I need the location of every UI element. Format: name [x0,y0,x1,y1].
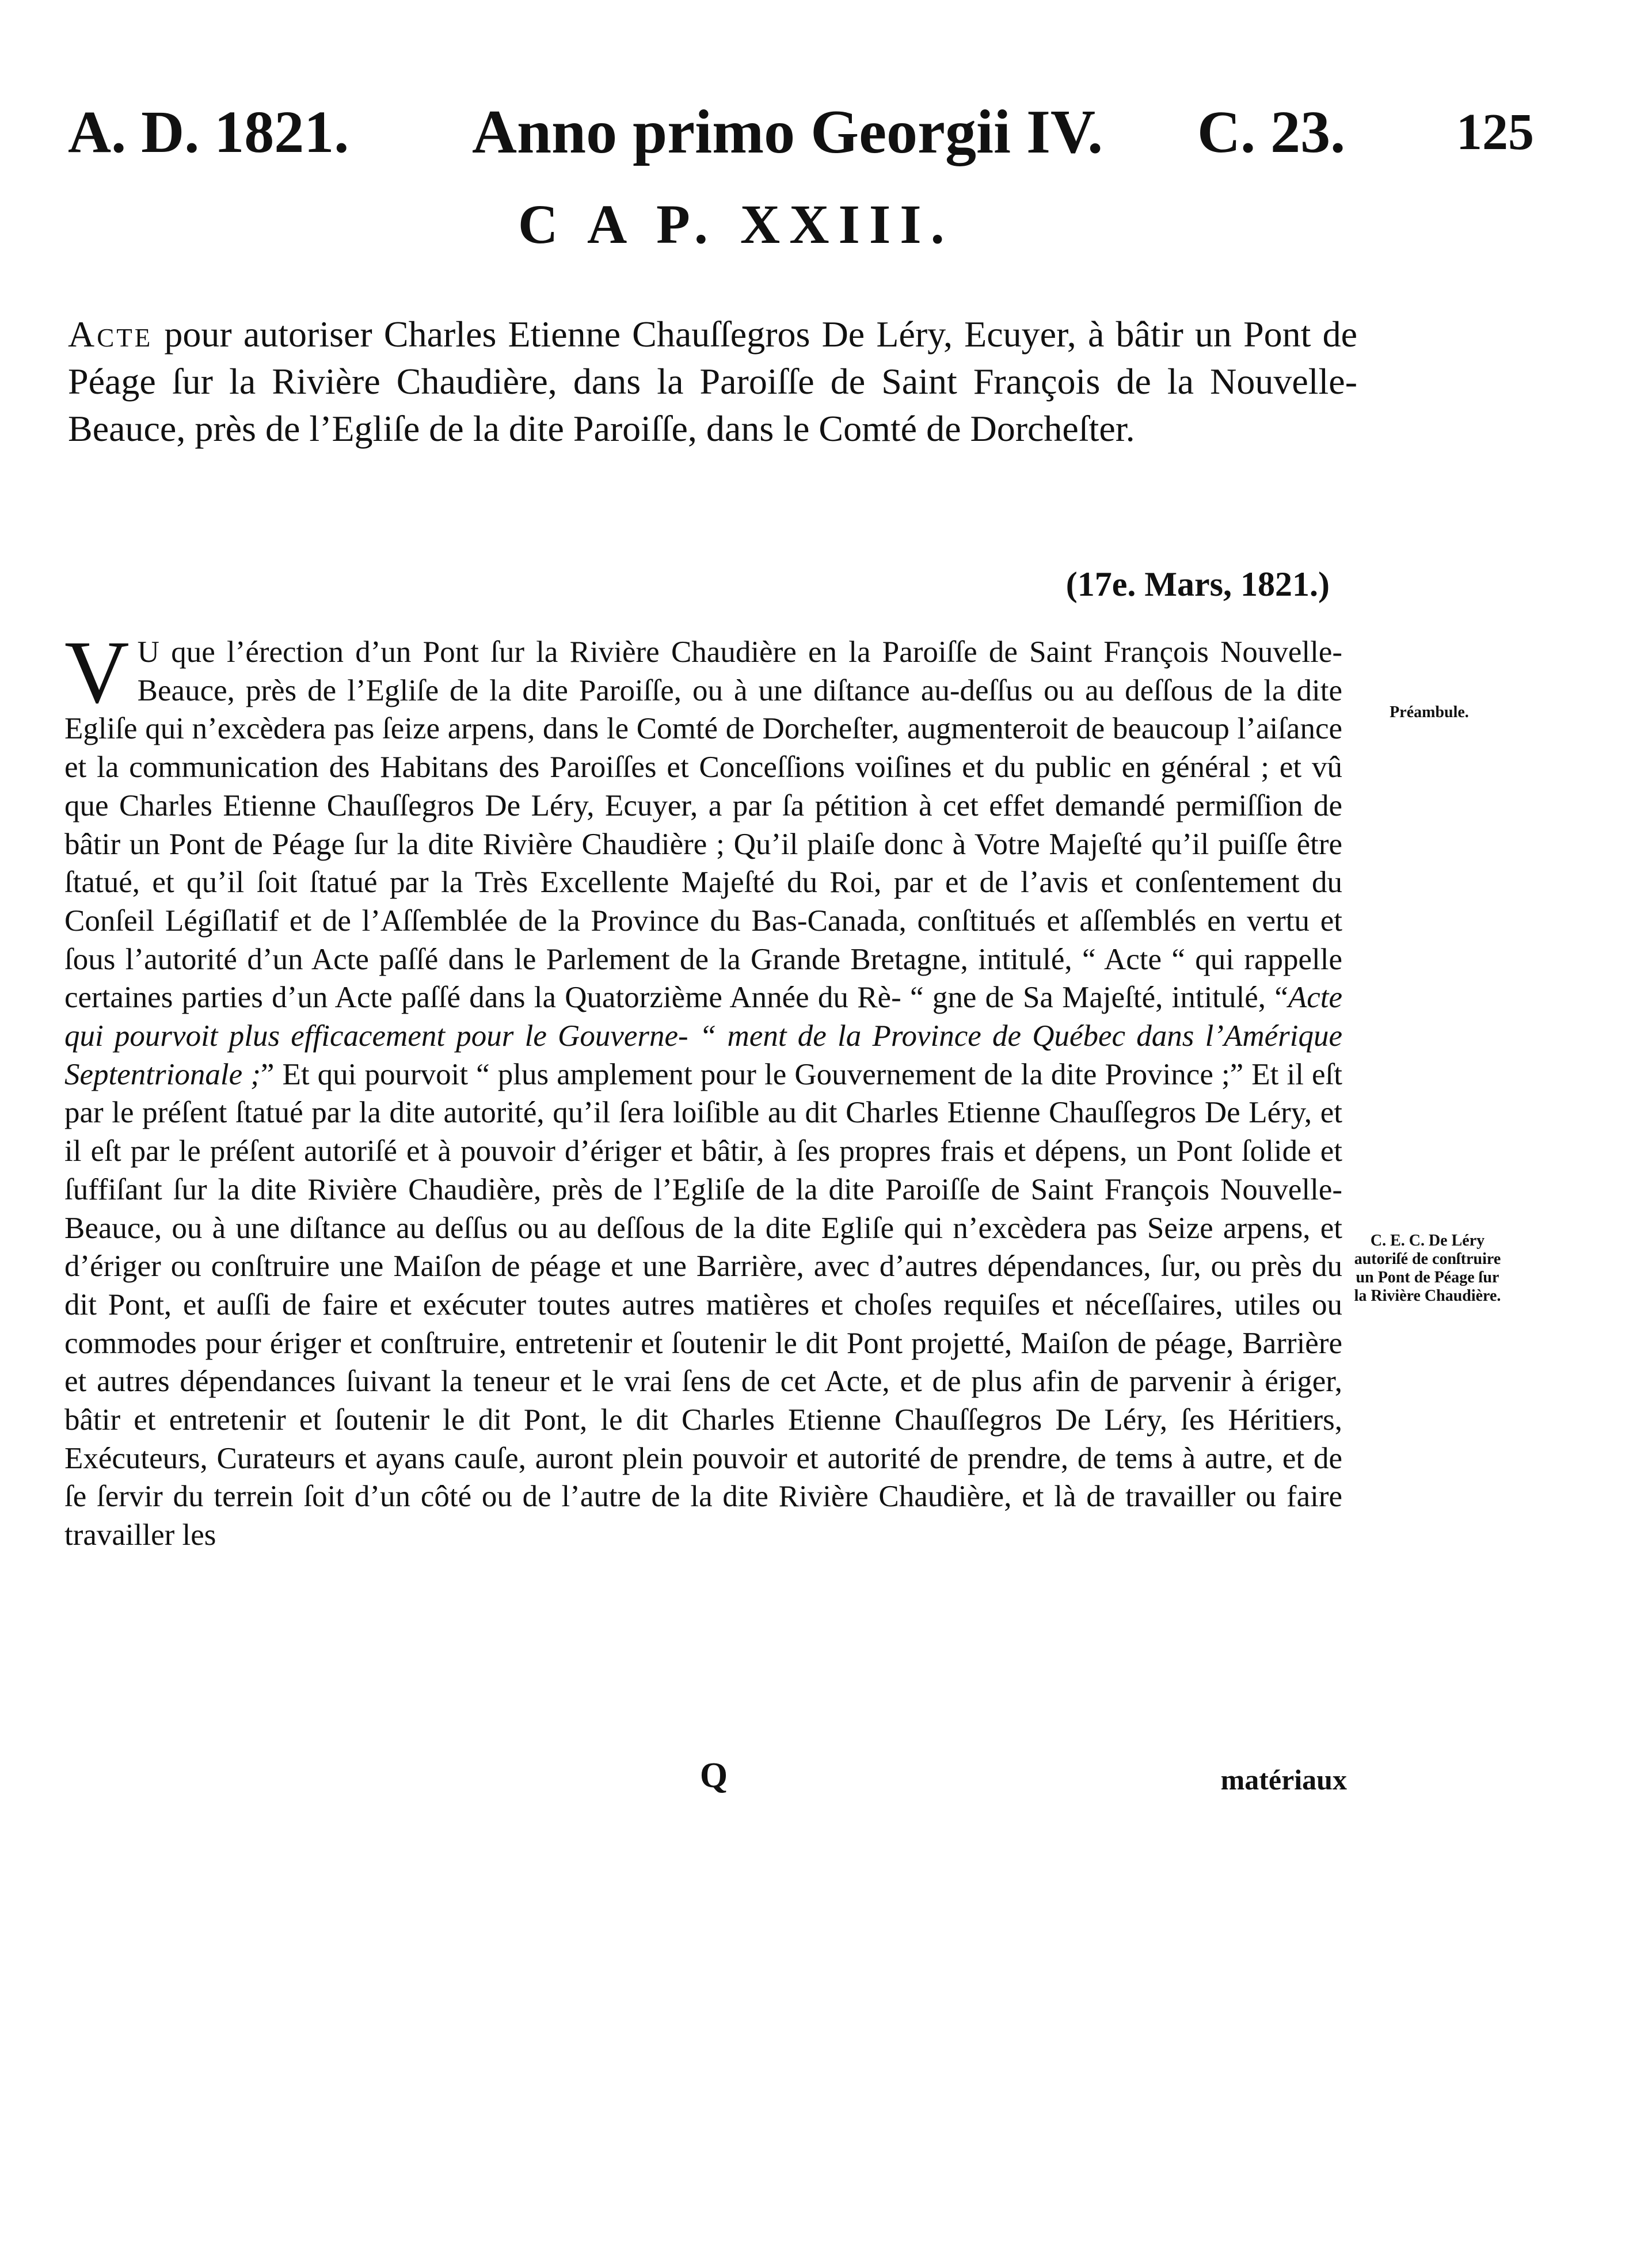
catchword: matériaux [1220,1764,1347,1796]
body-text-part2: ” Et qui pourvoit “ plus amplement pour le Gouvernement de la dite Province ;” Et il eſt par le préſent ſtatué par la dite autorité, qu’il ſera loiſible au dit Charles Etienne Chauſſegros De Léry, et il eſt par le préſent autoriſé et à pouvoir d’ériger et bâtir, à ſes propres frais et dépens, un Pont ſolide et ſuffiſant ſur la dite Rivière Chaudière, près de l’Egliſe de la dite Paroiſſe de Saint François Nouvelle-Beauce, ou à une diſtance au deſſus ou au deſſous de la dite Egliſe qui n’excèdera pas Seize arpens, et d’ériger ou conſtruire une Maiſon de péage et une Barrière, avec d’autres dépendances, ſur, ou près du dit Pont, et auſſi de faire et exécuter toutes autres matières et choſes requiſes et néceſſaires, utiles ou commodes pour ériger et conſtruire, entretenir et ſoutenir le dit Pont projetté, Maiſon de péage, Barrière et autres dépendances ſuivant la teneur et le vrai ſens de cet Acte, et de plus afin de parvenir à ériger, bâtir et entretenir et ſoutenir le dit Pont, le dit Charles Etienne Chauſſegros De Léry, ſes Héritiers, Exécuteurs, Curateurs et ayans cauſe, auront plein pouvoir et autorité de prendre, de tems à autre, et de ſe ſervir du terrein ſoit d’un côté ou de l’autre de la dite Rivière Chaudière, et là de travailler ou faire travailler les [64,1057,1342,1552]
act-title [68,311,1357,452]
drop-cap: V [64,622,130,722]
running-head-chapter: C. 23. [1197,99,1346,165]
body-text-italic: Acte qui pourvoit plus efficacement pour le Gouverne- “ ment de la Province de Québec dans l’Amérique Septentrionale ; [64,981,1342,1091]
chapter-heading: C A P. XXIII. [518,193,954,255]
margin-note-lery-authorized: C. E. C. De Léry autoriſé de conſtruire un Pont de Péage ſur la Rivière Chaudière. [1354,1232,1501,1305]
act-title-text: pour autoriser Charles Etienne Chauſſegros De Léry, Ecuyer, à bâtir un Pont de Péage ſur la Rivière Chaudière, dans la Paroiſſe de Saint François de la Nouvelle-Beauce, près de l’Egliſe de la dite Paroiſſe, dans le Comté de Dorcheſter. [68,314,1358,449]
running-head-year: A. D. 1821. [68,99,349,165]
running-head-title: Anno primo Georgii IV. [472,98,1103,166]
page-number: 125 [1456,104,1534,161]
margin-note-preambule: Préambule. [1390,703,1469,721]
signature-mark: Q [699,1756,728,1795]
running-head [0,95,1652,170]
body-text-part1: U que l’érection d’un Pont ſur la Rivière Chaudière en la Paroiſſe de Saint François Nouvelle-Beauce, près de l’Egliſe de la dite Paroiſſe, ou à une diſtance au-deſſus ou au deſſous de la dite Egliſe qui n’excèdera pas ſeize arpens, dans le Comté de Dorcheſter, augmenteroit de beaucoup l’aiſance et la communication des Habitans des Paroiſſes et Conceſſions voiſines et du public en général ; et vû que Charles Etienne Chauſſegros De Léry, Ecuyer, a par ſa pétition à cet effet demandé permiſſion de bâtir un Pont de Péage ſur la dite Rivière Chaudière ; Qu’il plaiſe donc à Votre Majeſté qu’il puiſſe être ſtatué, et qu’il ſoit ſtatué par la Très Excellente Majeſté du Roi, par et de l’avis et conſentement du Conſeil Légiſlatif et de l’Aſſemblée de la Province du Bas-Canada, conſtitués et aſſemblés en vertu et ſous l’autorité d’un Acte paſſé dans le Parlement de la Grande Bretagne, intitulé, “ Acte “ qui rappelle certaines parties d’un Acte paſſé dans la Quatorzième Année du Rè- “ gne de Sa Majeſté, intitulé, “ [64,635,1342,1015]
act-title-lead-word: Acte [68,314,153,355]
act-date: (17e. Mars, 1821.) [1065,565,1330,603]
act-body [64,622,1342,1555]
